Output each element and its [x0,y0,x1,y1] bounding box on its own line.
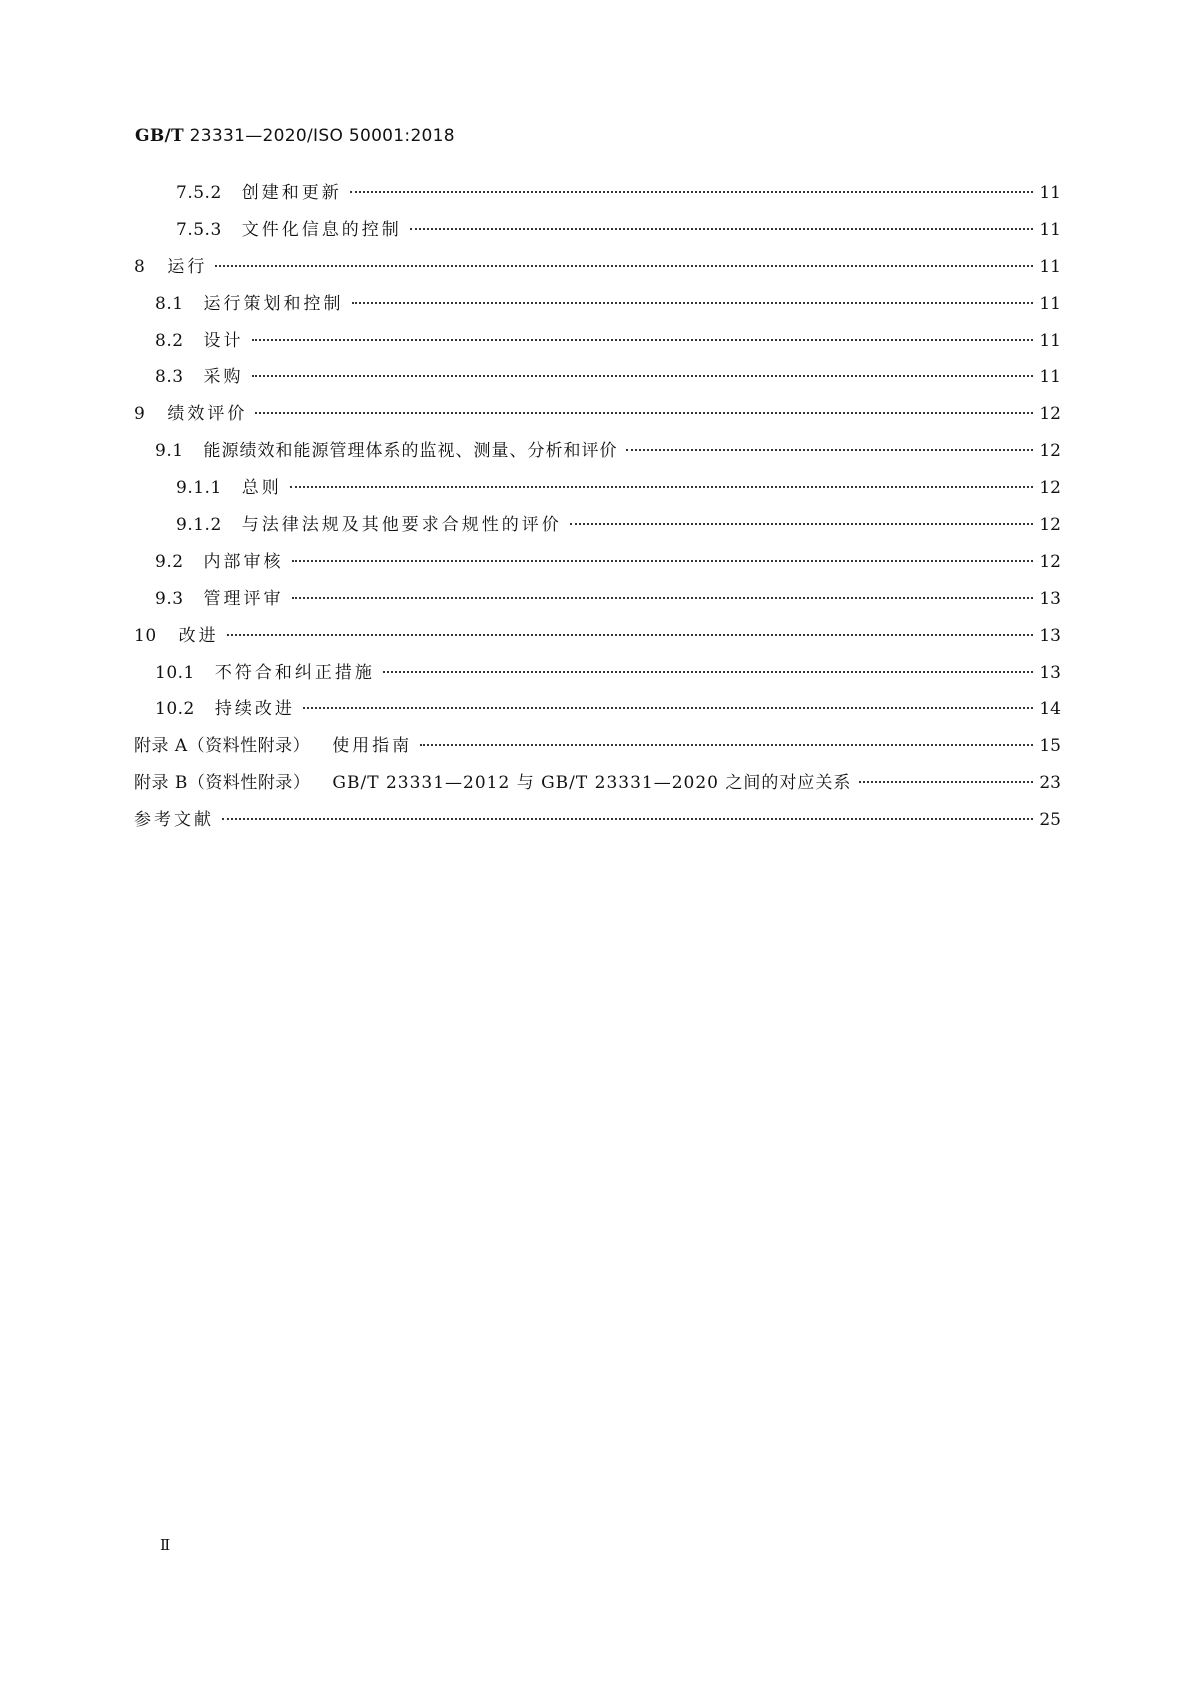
toc-entry-number: 附录 B（资料性附录） [134,773,311,794]
toc-entry-page-number: 12 [1039,551,1061,572]
toc-leader-dots [252,339,1033,341]
toc-leader-dots [290,486,1033,488]
toc-leader-dots [227,634,1033,636]
toc-entry-page-number: 13 [1039,625,1061,646]
toc-leader-dots [859,781,1033,783]
toc-leader-dots [303,707,1033,709]
toc-entry[interactable] [134,584,1061,621]
toc-entry-page-number: 13 [1039,662,1061,683]
toc-leader-dots [252,375,1033,377]
toc-leader-dots [215,265,1033,267]
toc-leader-dots [420,744,1033,746]
toc-entry-page-number: 15 [1039,736,1061,757]
toc-entry-number: 8.2 [155,330,184,351]
toc-entry[interactable] [134,768,1061,805]
toc-entry-number: 附录 A（资料性附录） [134,736,311,757]
toc-entry-number: 9 [134,404,146,425]
toc-entry-title: 设计 [203,330,244,351]
toc-entry-page-number: 11 [1039,183,1061,203]
toc-entry-title: 改进 [178,625,219,646]
toc-entry-title: 绩效评价 [167,404,248,425]
toc-entry-page-number: 12 [1039,515,1061,536]
standard-header [135,126,455,146]
toc-entry[interactable] [134,252,1061,289]
toc-entry[interactable] [134,621,1061,658]
toc-leader-dots [570,523,1033,525]
toc-entry-page-number: 11 [1039,219,1061,240]
toc-entry-page-number: 11 [1039,256,1061,277]
toc-entry-title: 持续改进 [214,699,295,720]
toc-entry-title: 参考文献 [134,810,214,831]
toc-entry[interactable] [134,694,1061,731]
toc-entry[interactable] [134,436,1061,473]
toc-entry-page-number: 11 [1039,330,1061,351]
toc-entry-page-number: 11 [1039,367,1061,388]
toc-entry[interactable] [134,178,1061,215]
toc-entry-page-number: 12 [1039,441,1061,462]
toc-entry[interactable] [134,658,1061,695]
toc-entry-title: 使用指南 [332,736,413,757]
toc-entry-number: 9.2 [155,551,184,572]
toc-entry-title: 不符合和纠正措施 [214,662,375,683]
toc-entry-title: 内部审核 [203,551,284,572]
toc-leader-dots [410,228,1033,230]
toc-leader-dots [352,302,1033,304]
toc-entry-title: 运行 [167,256,208,277]
toc-leader-dots [350,191,1033,193]
toc-entry-page-number: 12 [1039,404,1061,425]
toc-entry[interactable] [134,326,1061,363]
toc-entry[interactable] [134,399,1061,436]
toc-entry-number: 8.1 [155,293,184,314]
toc-entry-number: 7.5.2 [176,183,222,203]
toc-entry-page-number: 23 [1039,773,1061,794]
toc-entry-title: 总则 [241,478,282,499]
toc-entry-number: 8.3 [155,367,184,388]
toc-entry-number: 9.1.2 [176,515,222,536]
toc-leader-dots [626,449,1033,451]
toc-leader-dots [383,671,1033,673]
toc-entry-number: 10.2 [155,699,195,720]
toc-entry[interactable] [134,547,1061,584]
toc-entry[interactable] [134,731,1061,768]
toc-entry-number: 10 [134,625,157,646]
toc-entry-title: 采购 [203,367,244,388]
toc-entry-page-number: 12 [1039,478,1061,499]
page-number: Ⅱ [160,1536,171,1554]
toc-entry-number: 9.1.1 [176,478,222,499]
toc-entry-number: 7.5.3 [176,219,222,240]
toc-entry-title: 运行策划和控制 [203,293,344,314]
table-of-contents [134,178,1061,842]
toc-entry-title: 文件化信息的控制 [241,219,402,240]
toc-leader-dots [255,412,1033,414]
toc-entry-number: 8 [134,256,146,277]
toc-entry-page-number: 11 [1039,293,1061,314]
toc-entry[interactable] [134,805,1061,842]
standard-number: 23331—2020/ISO 50001:2018 [189,126,455,146]
toc-entry[interactable] [134,289,1061,326]
toc-entry[interactable] [134,362,1061,399]
toc-entry-title: 管理评审 [203,588,284,609]
toc-entry-page-number: 13 [1039,588,1061,609]
toc-leader-dots [292,560,1033,562]
toc-entry[interactable] [134,215,1061,252]
toc-entry-title: GB/T 23331—2012 与 GB/T 23331—2020 之间的对应关系 [332,773,852,794]
toc-entry-title: 与法律法规及其他要求合规性的评价 [241,515,562,536]
toc-entry-title: 能源绩效和能源管理体系的监视、测量、分析和评价 [203,441,618,462]
toc-entry-number: 10.1 [155,662,195,683]
toc-entry[interactable] [134,510,1061,547]
toc-entry-page-number: 25 [1039,810,1061,831]
standard-code: GB/T [135,126,184,146]
toc-entry-number: 9.1 [155,441,184,462]
toc-entry[interactable] [134,473,1061,510]
toc-entry-number: 9.3 [155,588,184,609]
toc-entry-page-number: 14 [1039,699,1061,720]
toc-leader-dots [222,818,1033,820]
toc-entry-title: 创建和更新 [241,183,342,203]
toc-leader-dots [292,597,1033,599]
